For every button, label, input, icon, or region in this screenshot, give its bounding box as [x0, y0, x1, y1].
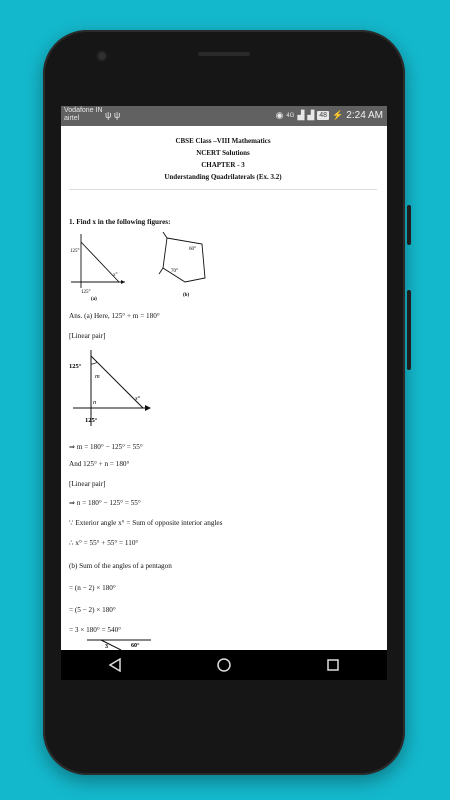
answer-b-line-4: = 3 × 180° = 540° — [69, 626, 122, 634]
fig-a-angle-2: 125° — [81, 290, 91, 295]
answer-a-line-8: ∴ x° = 55° + 55° = 110° — [69, 539, 139, 547]
question-text: 1. Find x in the following figures: — [69, 218, 171, 226]
document-view[interactable] — [61, 126, 387, 650]
carrier-2: airtel — [64, 115, 80, 122]
battery-icon: 48 — [319, 112, 328, 119]
status-icons — [276, 110, 383, 121]
hotspot-icon: ◉ — [275, 110, 284, 120]
recents-square-icon[interactable] — [323, 655, 343, 675]
answer-a-line-7: ∵ Exterior angle x° = Sum of opposite interior angles — [69, 519, 223, 527]
big-fig-angle-125-top: 125° — [69, 363, 82, 370]
big-fig-angle-125-bottom: 125° — [85, 417, 98, 424]
fig-b-angle-2: 70° — [171, 269, 178, 274]
header-divider — [69, 189, 377, 190]
answer-a-line-2: [Linear pair] — [69, 332, 106, 340]
carrier-names — [64, 107, 103, 123]
header-line-1: CBSE Class –VIII Mathematics — [175, 137, 271, 145]
fig-b-angle-1: 60° — [189, 247, 196, 252]
small-figures — [67, 230, 217, 302]
navigation-bar — [61, 650, 387, 680]
answer-a-line-3: ⇒ m = 180° − 125° = 55° — [69, 443, 143, 451]
usb-icon: ψ ψ — [105, 110, 121, 120]
figure-b — [159, 232, 205, 298]
back-triangle-icon[interactable] — [105, 655, 125, 675]
front-camera — [98, 52, 106, 60]
status-bar — [61, 106, 387, 126]
network-type: 4G — [286, 112, 295, 119]
volume-button — [407, 205, 411, 245]
header-line-3: CHAPTER - 3 — [201, 161, 245, 169]
figure-a — [70, 234, 125, 302]
power-button — [407, 290, 411, 370]
fig-a-angle-1: 125° — [70, 249, 80, 254]
answer-a-line-4: And 125° + n = 180° — [69, 460, 130, 468]
answer-b-line-3: = (5 − 2) × 180° — [69, 606, 116, 614]
signal-icon-2: ▟ — [307, 110, 315, 120]
answer-a-line-5: [Linear pair] — [69, 480, 106, 488]
doc-header — [69, 126, 377, 183]
fig-a-label: (a) — [91, 297, 97, 302]
signal-icon: ▟ — [297, 110, 305, 120]
fig-a-angle-x: x° — [113, 273, 118, 278]
clock: 2:24 AM — [346, 110, 383, 121]
answer-a-line-6: ⇒ n = 180° − 125° = 55° — [69, 499, 141, 507]
charging-icon: ⚡ — [332, 110, 344, 120]
header-line-2: NCERT Solutions — [196, 149, 250, 157]
bottom-fig-label-3: 3 — [105, 644, 108, 650]
answer-a-line-1: Ans. (a) Here, 125° + m = 180° — [69, 312, 160, 320]
big-fig-angle-n: n — [93, 399, 97, 406]
answer-b-line-1: (b) Sum of the angles of a pentagon — [69, 562, 172, 570]
earpiece-speaker — [198, 52, 250, 56]
big-fig-angle-m: m — [95, 373, 100, 380]
fig-b-label: (b) — [183, 293, 190, 298]
big-fig-angle-x: x° — [135, 396, 141, 402]
pentagon-figure-partial — [81, 638, 171, 650]
carrier-1: Vodafone IN — [64, 107, 103, 114]
phone-screen — [61, 106, 387, 680]
bottom-fig-label-60: 60° — [131, 643, 140, 649]
header-line-4: Understanding Quadrilaterals (Ex. 3.2) — [164, 173, 282, 181]
triangle-figure — [65, 348, 155, 428]
answer-b-line-2: = (n − 2) × 180° — [69, 584, 116, 592]
home-circle-icon[interactable] — [214, 655, 234, 675]
